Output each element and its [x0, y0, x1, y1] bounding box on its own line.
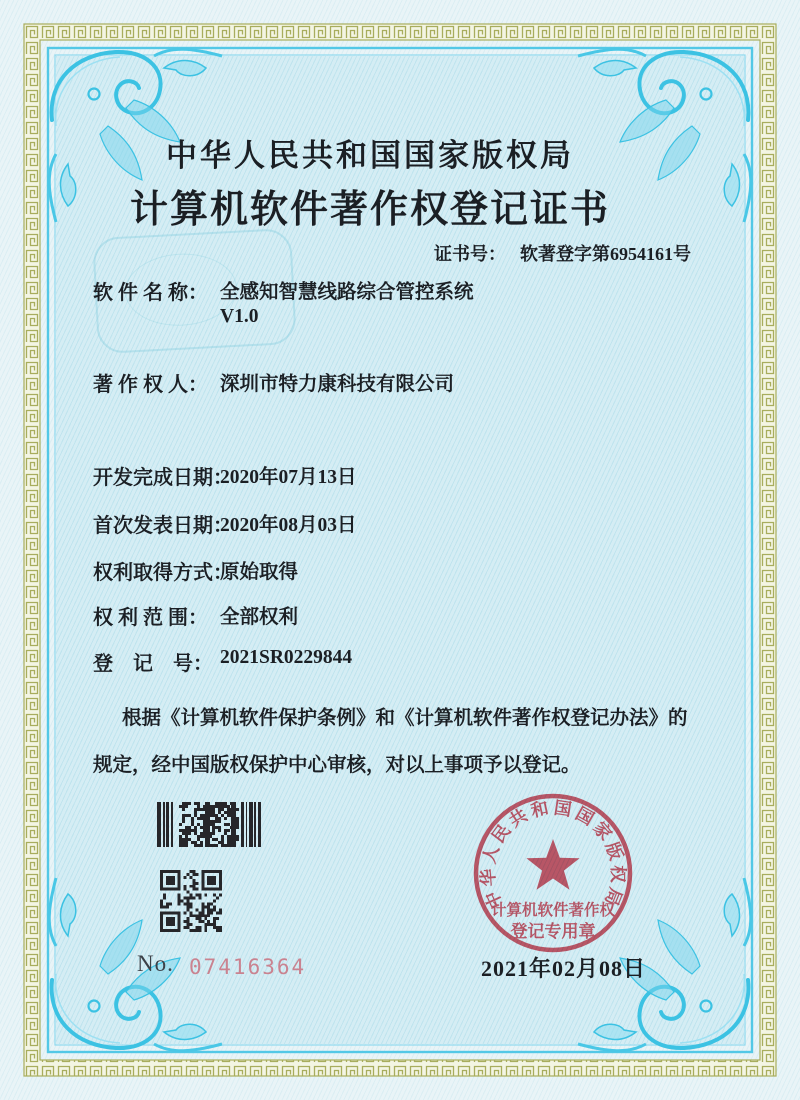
field-label-software-name: 软 件 名 称：	[93, 282, 208, 304]
field-label-rights-acquisition: 权利取得方式：	[93, 562, 233, 584]
issue-date: 2021年02月08日	[481, 956, 647, 981]
seal-line-2: 登记专用章	[510, 922, 596, 941]
field-label-first-publish-date: 首次发表日期：	[93, 515, 233, 537]
certificate-title: 计算机软件著作权登记证书	[129, 189, 610, 231]
field-label-registration-number: 登 记 号：	[93, 653, 213, 675]
official-seal	[467, 787, 639, 959]
certificate-number	[0, 240, 691, 266]
seal-ring-text: 中华人民共和国国家版权局	[477, 797, 629, 913]
certificate-number-value: 软著登字第6954161号	[520, 244, 691, 264]
field-label-rights-scope: 权 利 范 围：	[93, 607, 208, 629]
statement-line-2: 规定，经中国版权保护中心审核，对以上事项予以登记。	[93, 755, 581, 776]
seal-star-icon	[526, 839, 579, 890]
field-value-dev-complete-date: 2020年07月13日	[220, 467, 357, 488]
barcode	[157, 802, 269, 847]
field-value-copyright-owner: 深圳市特力康科技有限公司	[220, 374, 455, 395]
field-value-registration-number: 2021SR0229844	[220, 647, 353, 668]
field-value-software-name: 全感知智慧线路综合管控系统	[220, 282, 474, 303]
serial-prefix: No.	[137, 951, 174, 976]
statement-line-1: 根据《计算机软件保护条例》和《计算机软件著作权登记办法》的	[122, 708, 688, 729]
field-value-software-version: V1.0	[220, 306, 259, 327]
field-label-dev-complete-date: 开发完成日期：	[93, 467, 233, 489]
qr-code	[160, 870, 222, 932]
serial-number: 07416364	[189, 955, 307, 979]
field-label-copyright-owner: 著 作 权 人：	[93, 374, 208, 396]
field-value-rights-scope: 全部权利	[220, 607, 299, 628]
field-value-rights-acquisition: 原始取得	[220, 562, 299, 583]
seal-line-1: 计算机软件著作权	[490, 902, 616, 919]
field-value-first-publish-date: 2020年08月03日	[220, 515, 357, 536]
certificate-number-label: 证书号：	[434, 244, 506, 264]
authority-title: 中华人民共和国国家版权局	[166, 138, 574, 173]
